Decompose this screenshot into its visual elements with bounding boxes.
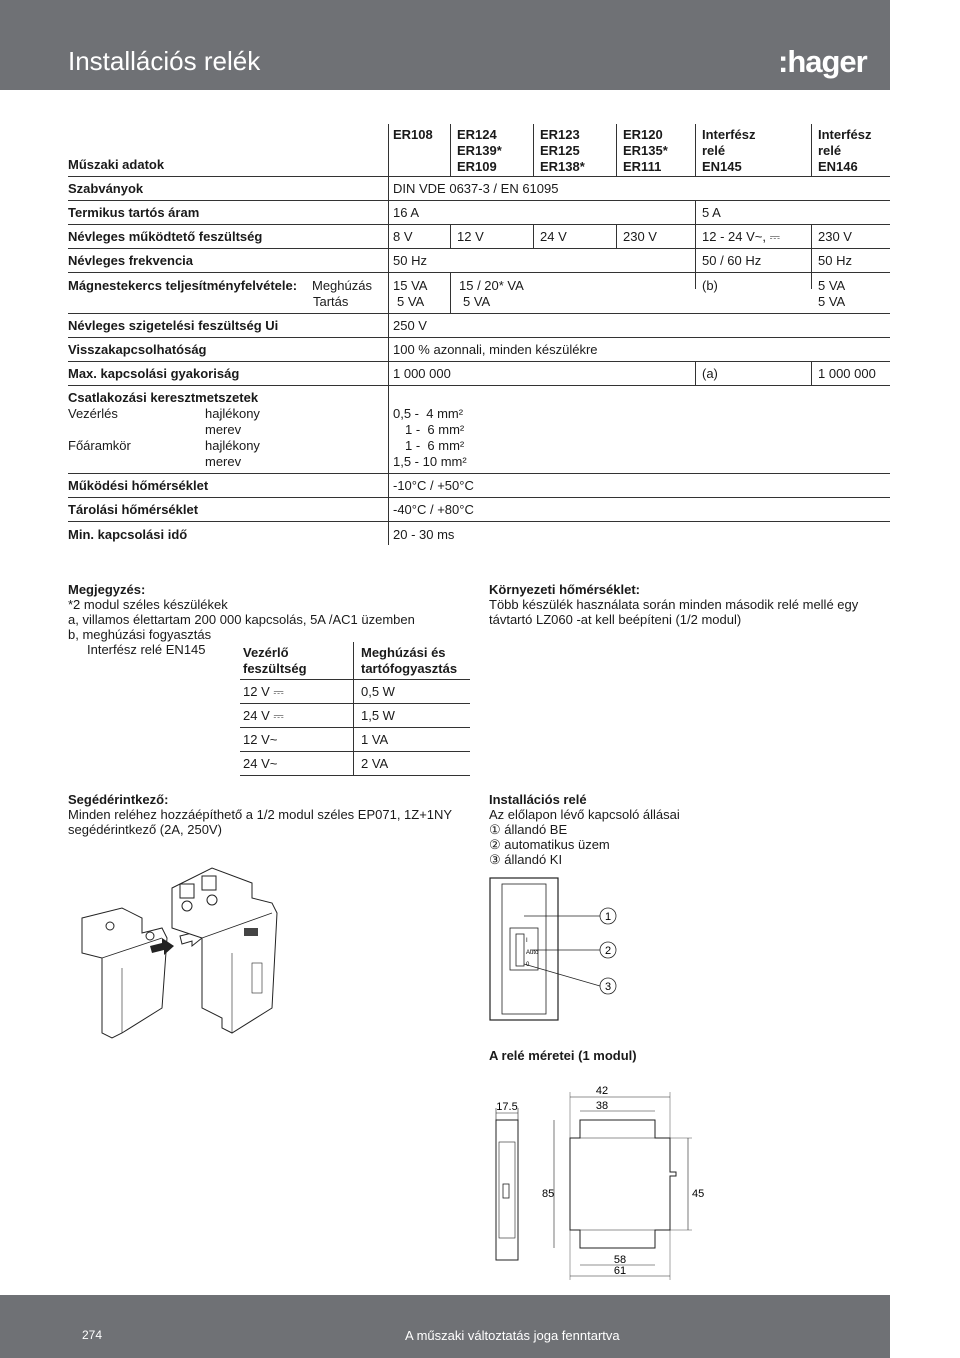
- coil-v5: (b): [702, 278, 718, 293]
- switch-label-auto: Auto: [526, 950, 539, 956]
- row-label-thermal: Termikus tartós áram: [68, 205, 200, 220]
- coil-v2a: 15 / 20* VA: [459, 278, 524, 293]
- conn-rigid-1: merev: [205, 422, 242, 437]
- callout-2: 2: [604, 945, 612, 957]
- col-header-1: ER108: [393, 127, 433, 142]
- standards-value: DIN VDE 0637-3 / EN 61095: [393, 181, 559, 196]
- voltage-v6: 230 V: [818, 229, 852, 244]
- col-header-6: Interfész relé EN146: [818, 127, 872, 174]
- conn-flexible-1: hajlékony: [205, 406, 260, 421]
- min-time-value: 20 - 30 ms: [393, 527, 455, 542]
- subtable-row-1-voltage: 12 V ⎓: [243, 684, 284, 699]
- dim-depth-total: 42: [595, 1085, 609, 1097]
- subtable-row-2-power: 1,5 W: [361, 708, 395, 723]
- notes-line-2: a, villamos élettartam 200 000 kapcsolás, 5A /AC1 üzemben: [68, 612, 415, 627]
- dims-title: A relé méretei (1 modul): [489, 1048, 637, 1063]
- voltage-v4: 230 V: [623, 229, 657, 244]
- frequency-v1: 50 Hz: [393, 253, 427, 268]
- thermal-value-interface: 5 A: [702, 205, 721, 220]
- relay-dimensions-drawing: [480, 1080, 740, 1290]
- conn-flexible-2: hajlékony: [205, 438, 260, 453]
- conn-v1: 0,5 - 4 mm²: [393, 406, 464, 421]
- row-label-connections: Csatlakozási keresztmetszetek: [68, 390, 259, 405]
- dim-width: 17.5: [496, 1101, 518, 1113]
- op-temp-value: -10°C / +50°C: [393, 478, 474, 493]
- page-footer: [0, 1295, 890, 1358]
- row-label-insulation: Névleges szigetelési feszültség Ui: [68, 318, 279, 333]
- col-header-2: ER124 ER139* ER109: [457, 127, 502, 174]
- subtable-row-3-voltage: 12 V~: [243, 732, 278, 747]
- col-header-3: ER123 ER125 ER138*: [540, 127, 585, 174]
- coil-v1b: 5 VA: [397, 294, 425, 309]
- dim-front-height: 45: [692, 1188, 705, 1200]
- row-label-standards: Szabványok: [68, 181, 144, 196]
- row-label-op-temp: Működési hőmérséklet: [68, 478, 209, 493]
- install-title: Installációs relé: [489, 792, 587, 807]
- install-line-1: Az előlapon lévő kapcsoló állásai: [489, 807, 680, 822]
- col-header-4: ER120 ER135* ER111: [623, 127, 668, 174]
- notes-line-1: *2 modul széles készülékek: [68, 597, 228, 612]
- install-line-3: ② automatikus üzem: [489, 837, 610, 852]
- table-corner-label: Műszaki adatok: [68, 157, 165, 172]
- voltage-v2: 12 V: [457, 229, 484, 244]
- conn-control: Vezérlés: [68, 406, 118, 421]
- env-line-1: Több készülék használata során minden második relé mellé egy: [489, 597, 859, 612]
- relay-front-diagram: [480, 870, 640, 1030]
- notes-line-3: b, meghúzási fogyasztás: [68, 627, 212, 642]
- coil-v6b: 5 VA: [818, 294, 846, 309]
- coil-v2b: 5 VA: [463, 294, 491, 309]
- voltage-v1: 8 V: [393, 229, 413, 244]
- insulation-value: 250 V: [393, 318, 427, 333]
- notes-title: Megjegyzés:: [68, 582, 146, 597]
- col-header-5: Interfész relé EN145: [702, 127, 756, 174]
- voltage-v5: 12 - 24 V~, ⎓: [702, 229, 780, 244]
- relay-aux-illustration: [62, 858, 302, 1068]
- dim-height: 85: [542, 1188, 555, 1200]
- aux-line-1: Minden reléhez hozzáépíthető a 1/2 modul széles EP071, 1Z+1NY: [68, 807, 453, 822]
- conn-v2: 1 - 6 mm²: [405, 422, 465, 437]
- aux-line-2: segédérintkező (2A, 250V): [68, 822, 222, 837]
- dim-depth-inner: 38: [595, 1100, 609, 1112]
- feedback-value: 100 % azonnali, minden készülékre: [393, 342, 598, 357]
- switch-label-on: I: [526, 938, 528, 944]
- subtable-header-2: Meghúzási és tartófogyasztás: [361, 645, 458, 676]
- frequency-v6: 50 Hz: [818, 253, 852, 268]
- frequency-v5: 50 / 60 Hz: [702, 253, 762, 268]
- callout-3: 3: [604, 981, 612, 993]
- coil-sub-hold: Tartás: [313, 294, 349, 309]
- conn-rigid-2: merev: [205, 454, 242, 469]
- row-label-coil: Mágnestekercs teljesítményfelvétele:: [68, 278, 298, 293]
- row-label-max-frequency: Max. kapcsolási gyakoriság: [68, 366, 240, 381]
- thermal-value: 16 A: [393, 205, 420, 220]
- dim-bottom-inner: 58: [613, 1254, 627, 1266]
- conn-main: Főáramkör: [68, 438, 131, 453]
- page-header: [0, 0, 890, 90]
- page-number: 274: [82, 1328, 103, 1342]
- max-frequency-v6: 1 000 000: [818, 366, 876, 381]
- max-frequency-v1: 1 000 000: [393, 366, 451, 381]
- subtable-header-1: Vezérlő feszültség: [243, 645, 307, 676]
- row-label-feedback: Visszakapcsolhatóság: [68, 342, 207, 357]
- subtable-row-3-power: 1 VA: [361, 732, 389, 747]
- row-label-min-time: Min. kapcsolási idő: [68, 527, 188, 542]
- voltage-v3: 24 V: [540, 229, 567, 244]
- store-temp-value: -40°C / +80°C: [393, 502, 474, 517]
- callout-1: 1: [604, 911, 612, 923]
- install-line-2: ① állandó BE: [489, 822, 568, 837]
- conn-v4: 1,5 - 10 mm²: [393, 454, 467, 469]
- install-line-4: ③ állandó KI: [489, 852, 563, 867]
- hager-logo: :hager: [778, 44, 867, 79]
- subtable-row-1-power: 0,5 W: [361, 684, 395, 699]
- max-frequency-v5: (a): [702, 366, 718, 381]
- coil-v6a: 5 VA: [818, 278, 846, 293]
- subtable-row-4-power: 2 VA: [361, 756, 389, 771]
- conn-v3: 1 - 6 mm²: [405, 438, 465, 453]
- row-label-voltage: Névleges működtető feszültség: [68, 229, 263, 244]
- dim-bottom-total: 61: [613, 1265, 627, 1277]
- subtable-row-4-voltage: 24 V~: [243, 756, 278, 771]
- aux-title: Segédérintkező:: [68, 792, 169, 807]
- footer-note: A műszaki változtatás joga fenntartva: [405, 1328, 620, 1343]
- row-label-store-temp: Tárolási hőmérséklet: [68, 502, 199, 517]
- coil-v1a: 15 VA: [393, 278, 428, 293]
- notes-line-4: Interfész relé EN145: [87, 642, 206, 657]
- switch-label-off: 0: [526, 962, 530, 968]
- subtable-row-2-voltage: 24 V ⎓: [243, 708, 284, 723]
- row-label-frequency: Névleges frekvencia: [68, 253, 194, 268]
- page-title: Installációs relék: [68, 46, 261, 76]
- coil-sub-pull: Meghúzás: [312, 278, 372, 293]
- env-title: Környezeti hőmérséklet:: [489, 582, 640, 597]
- env-line-2: távtartó LZ060 -at kell beépíteni (1/2 modul): [489, 612, 742, 627]
